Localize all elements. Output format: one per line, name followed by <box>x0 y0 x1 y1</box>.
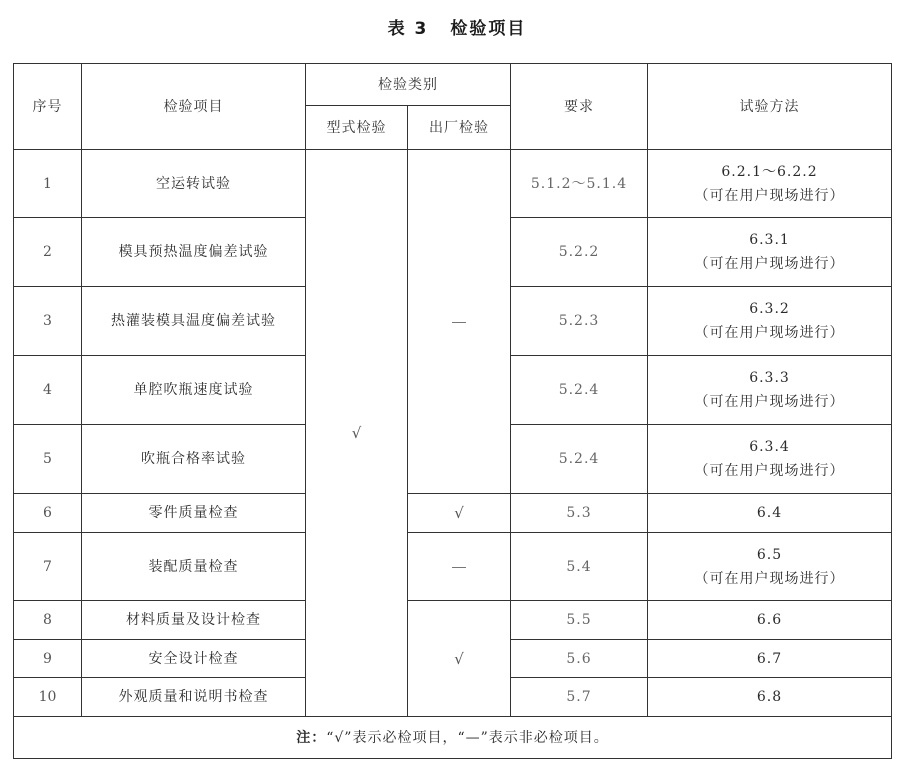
row-item: 零件质量检查 <box>82 494 306 533</box>
row-req: 5.2.4 <box>511 356 648 425</box>
header-factory-test: 出厂检验 <box>408 106 511 150</box>
row-item: 吹瓶合格率试验 <box>82 425 306 494</box>
row-req: 5.2.3 <box>511 287 648 356</box>
row-req: 5.4 <box>511 533 648 601</box>
header-seq: 序号 <box>14 64 82 150</box>
row-item: 空运转试验 <box>82 150 306 218</box>
row-req: 5.2.2 <box>511 218 648 287</box>
header-item: 检验项目 <box>82 64 306 150</box>
row-num: 5 <box>14 425 82 494</box>
row-num: 7 <box>14 533 82 601</box>
dash-mark-icon <box>452 567 466 568</box>
row-method: 6.3.3 （可在用户现场进行） <box>648 356 892 425</box>
header-category: 检验类别 <box>306 64 511 106</box>
row-req: 5.2.4 <box>511 425 648 494</box>
row-method: 6.6 <box>648 601 892 640</box>
row-num: 6 <box>14 494 82 533</box>
note-text: “√”表示必检项目，“—”表示非必检项目。 <box>326 729 609 746</box>
factory-test-check-mark: √ <box>408 494 511 533</box>
factory-test-dash-mark <box>408 533 511 601</box>
row-req: 5.5 <box>511 601 648 640</box>
table-note <box>14 717 892 759</box>
factory-test-check-mark: √ <box>408 601 511 717</box>
row-req: 5.6 <box>511 640 648 678</box>
type-test-check-mark: √ <box>306 150 408 717</box>
note-label: 注： <box>296 729 327 746</box>
row-item: 热灌装模具温度偏差试验 <box>82 287 306 356</box>
header-requirement: 要求 <box>511 64 648 150</box>
row-num: 8 <box>14 601 82 640</box>
row-method: 6.3.2 （可在用户现场进行） <box>648 287 892 356</box>
table-row <box>14 601 892 640</box>
row-item: 材料质量及设计检查 <box>82 601 306 640</box>
row-item: 单腔吹瓶速度试验 <box>82 356 306 425</box>
table-number: 表 3 <box>387 19 429 39</box>
row-method: 6.5 （可在用户现场进行） <box>648 533 892 601</box>
row-method: 6.7 <box>648 640 892 678</box>
row-num: 9 <box>14 640 82 678</box>
row-req: 5.1.2～5.1.4 <box>511 150 648 218</box>
header-method: 试验方法 <box>648 64 892 150</box>
row-num: 10 <box>14 678 82 717</box>
factory-test-dash-mark <box>408 150 511 494</box>
row-method: 6.4 <box>648 494 892 533</box>
table-caption <box>0 14 914 39</box>
row-method: 6.8 <box>648 678 892 717</box>
table-row <box>14 494 892 533</box>
row-item: 安全设计检查 <box>82 640 306 678</box>
table-row <box>14 533 892 601</box>
row-item: 模具预热温度偏差试验 <box>82 218 306 287</box>
row-req: 5.3 <box>511 494 648 533</box>
row-method: 6.2.1～6.2.2 （可在用户现场进行） <box>648 150 892 218</box>
table-row <box>14 150 892 218</box>
header-type-test: 型式检验 <box>306 106 408 150</box>
note-row <box>14 717 892 759</box>
row-num: 3 <box>14 287 82 356</box>
row-method: 6.3.1 （可在用户现场进行） <box>648 218 892 287</box>
row-num: 4 <box>14 356 82 425</box>
row-item: 外观质量和说明书检查 <box>82 678 306 717</box>
row-req: 5.7 <box>511 678 648 717</box>
inspection-table <box>13 63 892 759</box>
row-num: 1 <box>14 150 82 218</box>
row-item: 装配质量检查 <box>82 533 306 601</box>
table-title: 检验项目 <box>450 19 527 39</box>
row-method: 6.3.4 （可在用户现场进行） <box>648 425 892 494</box>
header-row <box>14 64 892 106</box>
dash-mark-icon <box>452 322 466 323</box>
row-num: 2 <box>14 218 82 287</box>
